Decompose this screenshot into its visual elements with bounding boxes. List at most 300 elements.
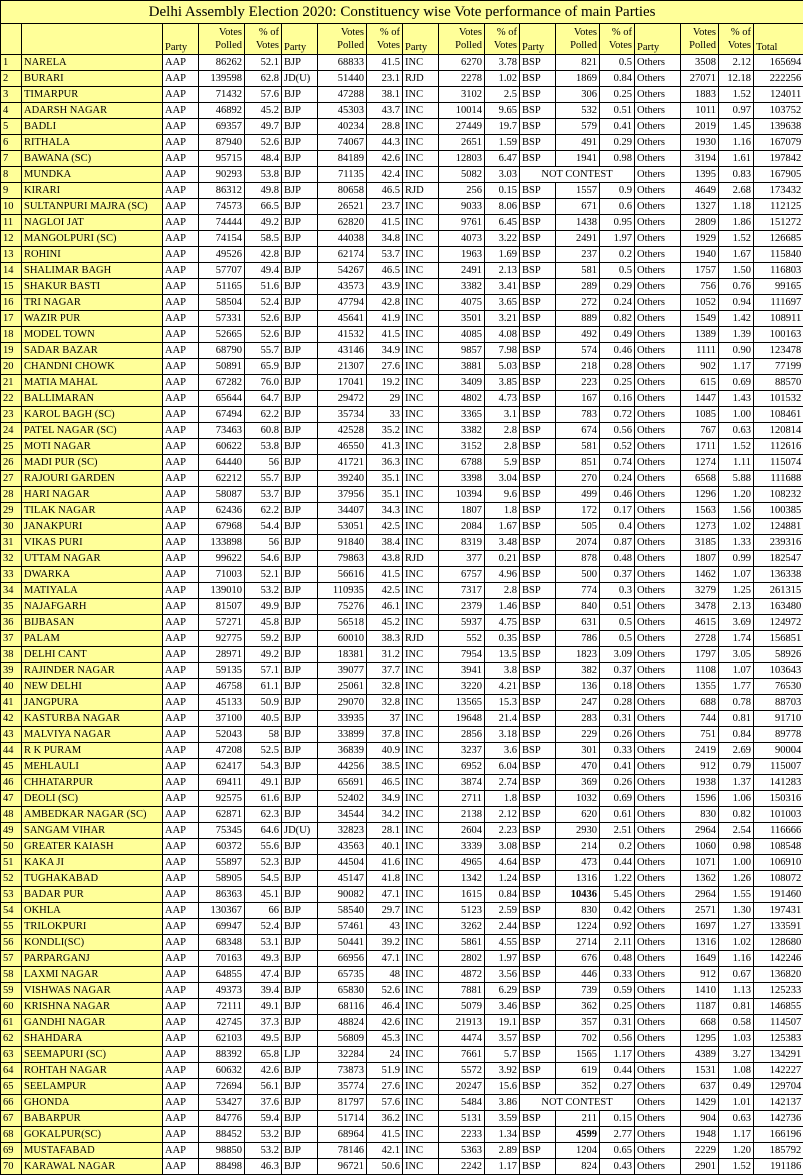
table-cell: 88452 xyxy=(199,1127,245,1143)
table-cell: 1052 xyxy=(681,295,719,311)
table-cell: 42.5 xyxy=(367,583,403,599)
table-cell: BJP xyxy=(282,711,318,727)
table-cell: 54.4 xyxy=(245,519,282,535)
table-cell: 56616 xyxy=(318,567,367,583)
table-cell: 17041 xyxy=(318,375,367,391)
table-cell: BJP xyxy=(282,423,318,439)
table-cell: 5861 xyxy=(439,935,485,951)
table-cell: 2930 xyxy=(556,823,600,839)
table-cell: AAP xyxy=(163,407,199,423)
table-cell: 88392 xyxy=(199,1047,245,1063)
table-cell: 1.02 xyxy=(485,71,520,87)
table-cell: AAP xyxy=(163,231,199,247)
table-cell: 74444 xyxy=(199,215,245,231)
table-cell: 84189 xyxy=(318,151,367,167)
table-cell: AAP xyxy=(163,183,199,199)
table-row xyxy=(1,151,803,167)
table-cell: 1563 xyxy=(681,503,719,519)
table-row xyxy=(1,311,803,327)
not-contest-cell: NOT CONTEST xyxy=(520,167,635,183)
table-cell: 223 xyxy=(556,375,600,391)
table-cell: BSP xyxy=(520,599,556,615)
table-cell: BSP xyxy=(520,439,556,455)
table-cell: Others xyxy=(635,695,681,711)
column-header: % of Votes xyxy=(600,24,635,55)
table-cell: BSP xyxy=(520,55,556,71)
table-cell: 0.35 xyxy=(485,631,520,647)
table-cell: 38.1 xyxy=(367,87,403,103)
table-cell: 1.52 xyxy=(719,231,754,247)
table-cell: AAP xyxy=(163,1159,199,1175)
table-cell: 115840 xyxy=(754,247,803,263)
table-cell: 532 xyxy=(556,103,600,119)
table-cell: 3.65 xyxy=(485,295,520,311)
table-cell: BJP xyxy=(282,775,318,791)
table-cell: Others xyxy=(635,823,681,839)
table-cell: 3237 xyxy=(439,743,485,759)
table-cell: 756 xyxy=(681,279,719,295)
table-cell: 99622 xyxy=(199,551,245,567)
table-cell: 1.61 xyxy=(719,151,754,167)
table-cell: AAP xyxy=(163,647,199,663)
table-row xyxy=(1,567,803,583)
table-cell: 25061 xyxy=(318,679,367,695)
table-cell: 43146 xyxy=(318,343,367,359)
table-cell: 60632 xyxy=(199,1063,245,1079)
table-cell: 3501 xyxy=(439,311,485,327)
table-cell: 2809 xyxy=(681,215,719,231)
table-row xyxy=(1,599,803,615)
table-cell: Others xyxy=(635,727,681,743)
table-cell: 52043 xyxy=(199,727,245,743)
table-cell: AAP xyxy=(163,663,199,679)
table-cell: BJP xyxy=(282,295,318,311)
table-cell: 0.2 xyxy=(600,247,635,263)
table-cell: Others xyxy=(635,919,681,935)
table-cell: 73463 xyxy=(199,423,245,439)
row-number: 67 xyxy=(1,1111,22,1127)
row-number: 15 xyxy=(1,279,22,295)
table-cell: 71135 xyxy=(318,167,367,183)
table-cell: BSP xyxy=(520,647,556,663)
table-row xyxy=(1,503,803,519)
table-cell: INC xyxy=(403,151,439,167)
table-cell: 2019 xyxy=(681,119,719,135)
table-cell: 21913 xyxy=(439,1015,485,1031)
table-cell: 136 xyxy=(556,679,600,695)
table-cell: 3.46 xyxy=(485,999,520,1015)
table-cell: BSP xyxy=(520,951,556,967)
table-cell: 62.8 xyxy=(245,71,282,87)
table-cell: AAP xyxy=(163,103,199,119)
table-cell: 60010 xyxy=(318,631,367,647)
table-cell: INC xyxy=(403,407,439,423)
table-cell: 0.37 xyxy=(600,567,635,583)
table-cell: 52.6 xyxy=(245,311,282,327)
column-header: % of Votes xyxy=(485,24,520,55)
table-cell: 54267 xyxy=(318,263,367,279)
table-cell: BJP xyxy=(282,887,318,903)
table-cell: 47.1 xyxy=(367,951,403,967)
table-cell: 2138 xyxy=(439,807,485,823)
table-cell: BSP xyxy=(520,663,556,679)
table-cell: 64855 xyxy=(199,967,245,983)
table-cell: BJP xyxy=(282,279,318,295)
table-cell: 59135 xyxy=(199,663,245,679)
row-number: 24 xyxy=(1,423,22,439)
table-cell: INC xyxy=(403,599,439,615)
table-cell: 76530 xyxy=(754,679,803,695)
table-row xyxy=(1,615,803,631)
table-cell: 4.73 xyxy=(485,391,520,407)
table-cell: BJP xyxy=(282,135,318,151)
table-cell: 0.51 xyxy=(600,599,635,615)
row-number: 28 xyxy=(1,487,22,503)
table-cell: 58087 xyxy=(199,487,245,503)
table-cell: BJP xyxy=(282,791,318,807)
table-cell: 0.15 xyxy=(485,183,520,199)
constituency-name: KAKA JI xyxy=(22,855,163,871)
table-cell: 446 xyxy=(556,967,600,983)
table-cell: 1.30 xyxy=(719,903,754,919)
table-cell: 2.69 xyxy=(719,743,754,759)
table-cell: 1462 xyxy=(681,567,719,583)
table-cell: INC xyxy=(403,503,439,519)
table-cell: BJP xyxy=(282,903,318,919)
table-cell: INC xyxy=(403,199,439,215)
table-cell: 0.52 xyxy=(600,439,635,455)
table-cell: BSP xyxy=(520,1015,556,1031)
table-cell: 1.20 xyxy=(719,487,754,503)
table-cell: 42.1 xyxy=(367,1143,403,1159)
table-cell: Others xyxy=(635,807,681,823)
constituency-name: RAJINDER NAGAR xyxy=(22,663,163,679)
table-cell: 3409 xyxy=(439,375,485,391)
table-cell: Others xyxy=(635,839,681,855)
table-cell: 41721 xyxy=(318,455,367,471)
table-cell: 783 xyxy=(556,407,600,423)
table-cell: 191460 xyxy=(754,887,803,903)
table-cell: 4802 xyxy=(439,391,485,407)
table-cell: 0.51 xyxy=(600,103,635,119)
table-cell: INC xyxy=(403,807,439,823)
table-cell: INC xyxy=(403,455,439,471)
table-cell: INC xyxy=(403,1111,439,1127)
table-cell: Others xyxy=(635,199,681,215)
row-number: 42 xyxy=(1,711,22,727)
table-cell: Others xyxy=(635,855,681,871)
table-cell: 0.56 xyxy=(600,1031,635,1047)
table-cell: 1389 xyxy=(681,327,719,343)
constituency-name: BADAR PUR xyxy=(22,887,163,903)
constituency-name: KAROL BAGH (SC) xyxy=(22,407,163,423)
table-cell: 4.21 xyxy=(485,679,520,695)
table-cell: 2.59 xyxy=(485,903,520,919)
table-cell: 0.33 xyxy=(600,743,635,759)
table-cell: BSP xyxy=(520,727,556,743)
table-cell: BJP xyxy=(282,1159,318,1175)
table-cell: 581 xyxy=(556,263,600,279)
table-cell: 55.6 xyxy=(245,839,282,855)
table-cell: 58504 xyxy=(199,295,245,311)
table-cell: BSP xyxy=(520,615,556,631)
table-cell: 1.17 xyxy=(600,1047,635,1063)
table-cell: 3.6 xyxy=(485,743,520,759)
table-cell: 172 xyxy=(556,503,600,519)
row-number: 32 xyxy=(1,551,22,567)
table-cell: 55.7 xyxy=(245,471,282,487)
table-cell: Others xyxy=(635,1127,681,1143)
table-cell: Others xyxy=(635,375,681,391)
table-cell: 0.83 xyxy=(719,167,754,183)
table-cell: 42.6 xyxy=(367,1015,403,1031)
constituency-name: AMBEDKAR NAGAR (SC) xyxy=(22,807,163,823)
table-cell: 42.6 xyxy=(245,1063,282,1079)
table-cell: 167 xyxy=(556,391,600,407)
constituency-name: PARPARGANJ xyxy=(22,951,163,967)
column-header: % of Votes xyxy=(367,24,403,55)
constituency-name: NEW DELHI xyxy=(22,679,163,695)
row-number: 18 xyxy=(1,327,22,343)
row-number: 19 xyxy=(1,343,22,359)
table-cell: 65830 xyxy=(318,983,367,999)
table-cell: 51714 xyxy=(318,1111,367,1127)
table-cell: 2278 xyxy=(439,71,485,87)
table-cell: 38.5 xyxy=(367,759,403,775)
table-cell: 51165 xyxy=(199,279,245,295)
table-cell: 81797 xyxy=(318,1095,367,1111)
row-number: 49 xyxy=(1,823,22,839)
table-cell: 0.17 xyxy=(600,503,635,519)
table-cell: 1.59 xyxy=(485,135,520,151)
table-cell: Others xyxy=(635,887,681,903)
table-cell: INC xyxy=(403,391,439,407)
row-number: 65 xyxy=(1,1079,22,1095)
table-cell: AAP xyxy=(163,1015,199,1031)
table-cell: BSP xyxy=(520,839,556,855)
table-row xyxy=(1,407,803,423)
table-cell: 41.3 xyxy=(367,439,403,455)
table-cell: INC xyxy=(403,935,439,951)
row-number: 34 xyxy=(1,583,22,599)
table-cell: 2419 xyxy=(681,743,719,759)
table-cell: 6757 xyxy=(439,567,485,583)
table-cell: 824 xyxy=(556,1159,600,1175)
table-cell: 2074 xyxy=(556,535,600,551)
table-cell: 1108 xyxy=(681,663,719,679)
table-cell: AAP xyxy=(163,743,199,759)
table-cell: 58540 xyxy=(318,903,367,919)
table-cell: 1327 xyxy=(681,199,719,215)
table-cell: 491 xyxy=(556,135,600,151)
table-cell: 36.2 xyxy=(367,1111,403,1127)
row-number: 17 xyxy=(1,311,22,327)
table-cell: Others xyxy=(635,455,681,471)
table-row xyxy=(1,679,803,695)
table-cell: 2604 xyxy=(439,823,485,839)
table-cell: 66 xyxy=(245,903,282,919)
table-cell: 786 xyxy=(556,631,600,647)
table-cell: 46.1 xyxy=(367,599,403,615)
table-cell: 38.3 xyxy=(367,631,403,647)
constituency-name: GANDHI NAGAR xyxy=(22,1015,163,1031)
table-row xyxy=(1,119,803,135)
row-number: 59 xyxy=(1,983,22,999)
table-cell: 59.2 xyxy=(245,631,282,647)
table-cell: Others xyxy=(635,663,681,679)
table-cell: 0.72 xyxy=(600,407,635,423)
table-cell: INC xyxy=(403,327,439,343)
row-number: 12 xyxy=(1,231,22,247)
constituency-name: RITHALA xyxy=(22,135,163,151)
table-cell: INC xyxy=(403,791,439,807)
table-cell: 49.7 xyxy=(245,119,282,135)
table-cell: 0.90 xyxy=(719,343,754,359)
table-cell: 90082 xyxy=(318,887,367,903)
row-number: 56 xyxy=(1,935,22,951)
table-cell: 58 xyxy=(245,727,282,743)
table-cell: Others xyxy=(635,759,681,775)
table-cell: 3262 xyxy=(439,919,485,935)
table-cell: 88498 xyxy=(199,1159,245,1175)
row-number: 23 xyxy=(1,407,22,423)
table-cell: BSP xyxy=(520,775,556,791)
table-cell: 46550 xyxy=(318,439,367,455)
table-cell: INC xyxy=(403,919,439,935)
table-cell: 289 xyxy=(556,279,600,295)
table-cell: 7881 xyxy=(439,983,485,999)
table-cell: 52.1 xyxy=(245,55,282,71)
table-cell: 0.42 xyxy=(600,903,635,919)
table-cell: 0.46 xyxy=(600,343,635,359)
table-cell: 24 xyxy=(367,1047,403,1063)
table-cell: INC xyxy=(403,567,439,583)
table-cell: Others xyxy=(635,1095,681,1111)
table-cell: 0.24 xyxy=(600,471,635,487)
table-row xyxy=(1,695,803,711)
row-number: 29 xyxy=(1,503,22,519)
table-cell: 3.92 xyxy=(485,1063,520,1079)
table-cell: 1.01 xyxy=(719,1095,754,1111)
table-cell: BJP xyxy=(282,1063,318,1079)
table-cell: AAP xyxy=(163,375,199,391)
row-number: 51 xyxy=(1,855,22,871)
constituency-name: JANAKPURI xyxy=(22,519,163,535)
table-cell: 2.8 xyxy=(485,439,520,455)
table-cell: 0.16 xyxy=(600,391,635,407)
table-cell: 270 xyxy=(556,471,600,487)
table-cell: 0.44 xyxy=(600,855,635,871)
table-cell: 492 xyxy=(556,327,600,343)
table-cell: 45.1 xyxy=(245,887,282,903)
constituency-name: KASTURBA NAGAR xyxy=(22,711,163,727)
table-cell: BSP xyxy=(520,1159,556,1175)
table-cell: 108911 xyxy=(754,311,803,327)
table-cell: 124972 xyxy=(754,615,803,631)
table-cell: 1.06 xyxy=(719,791,754,807)
table-row xyxy=(1,583,803,599)
table-cell: 4.55 xyxy=(485,935,520,951)
table-cell: Others xyxy=(635,327,681,343)
table-cell: 3339 xyxy=(439,839,485,855)
table-cell: 2084 xyxy=(439,519,485,535)
table-cell: 182547 xyxy=(754,551,803,567)
table-cell: 2.11 xyxy=(600,935,635,951)
table-cell: BJP xyxy=(282,727,318,743)
not-contest-cell: NOT CONTEST xyxy=(520,1095,635,1111)
row-number: 55 xyxy=(1,919,22,935)
table-cell: 41.9 xyxy=(367,311,403,327)
table-cell: 637 xyxy=(681,1079,719,1095)
table-cell: 0.15 xyxy=(600,1111,635,1127)
table-cell: 7954 xyxy=(439,647,485,663)
table-cell: BJP xyxy=(282,935,318,951)
table-cell: 767 xyxy=(681,423,719,439)
table-cell: BJP xyxy=(282,679,318,695)
table-cell: 2.23 xyxy=(485,823,520,839)
table-cell: INC xyxy=(403,1127,439,1143)
table-cell: AAP xyxy=(163,695,199,711)
table-cell: 41.8 xyxy=(367,871,403,887)
table-row xyxy=(1,279,803,295)
table-row xyxy=(1,103,803,119)
table-cell: 43.7 xyxy=(367,103,403,119)
table-cell: 81507 xyxy=(199,599,245,615)
table-cell: 133591 xyxy=(754,919,803,935)
table-cell: 65735 xyxy=(318,967,367,983)
table-cell: 41.5 xyxy=(367,327,403,343)
table-cell: INC xyxy=(403,1031,439,1047)
table-cell: 2.13 xyxy=(719,599,754,615)
table-cell: BJP xyxy=(282,119,318,135)
table-cell: AAP xyxy=(163,951,199,967)
table-cell: AAP xyxy=(163,775,199,791)
table-cell: 55897 xyxy=(199,855,245,871)
constituency-name: BURARI xyxy=(22,71,163,87)
table-row xyxy=(1,727,803,743)
row-number: 2 xyxy=(1,71,22,87)
table-cell: AAP xyxy=(163,1047,199,1063)
table-cell: BJP xyxy=(282,263,318,279)
table-row xyxy=(1,1143,803,1159)
table-body xyxy=(1,55,803,1175)
table-cell: 53.2 xyxy=(245,583,282,599)
table-cell: Others xyxy=(635,391,681,407)
table-cell: BJP xyxy=(282,471,318,487)
row-number: 50 xyxy=(1,839,22,855)
table-cell: 1940 xyxy=(681,247,719,263)
table-cell: 4.64 xyxy=(485,855,520,871)
table-cell: 1296 xyxy=(681,487,719,503)
table-cell: BSP xyxy=(520,407,556,423)
table-cell: 5.9 xyxy=(485,455,520,471)
table-cell: Others xyxy=(635,103,681,119)
table-cell: BSP xyxy=(520,487,556,503)
table-cell: 18381 xyxy=(318,647,367,663)
constituency-name: MODEL TOWN xyxy=(22,327,163,343)
table-cell: Others xyxy=(635,359,681,375)
table-cell: BSP xyxy=(520,263,556,279)
table-cell: 2229 xyxy=(681,1143,719,1159)
row-number: 11 xyxy=(1,215,22,231)
table-cell: Others xyxy=(635,551,681,567)
table-cell: AAP xyxy=(163,487,199,503)
table-row xyxy=(1,791,803,807)
table-cell: 283 xyxy=(556,711,600,727)
table-cell: 34.8 xyxy=(367,231,403,247)
table-cell: 6.29 xyxy=(485,983,520,999)
table-cell: 3102 xyxy=(439,87,485,103)
